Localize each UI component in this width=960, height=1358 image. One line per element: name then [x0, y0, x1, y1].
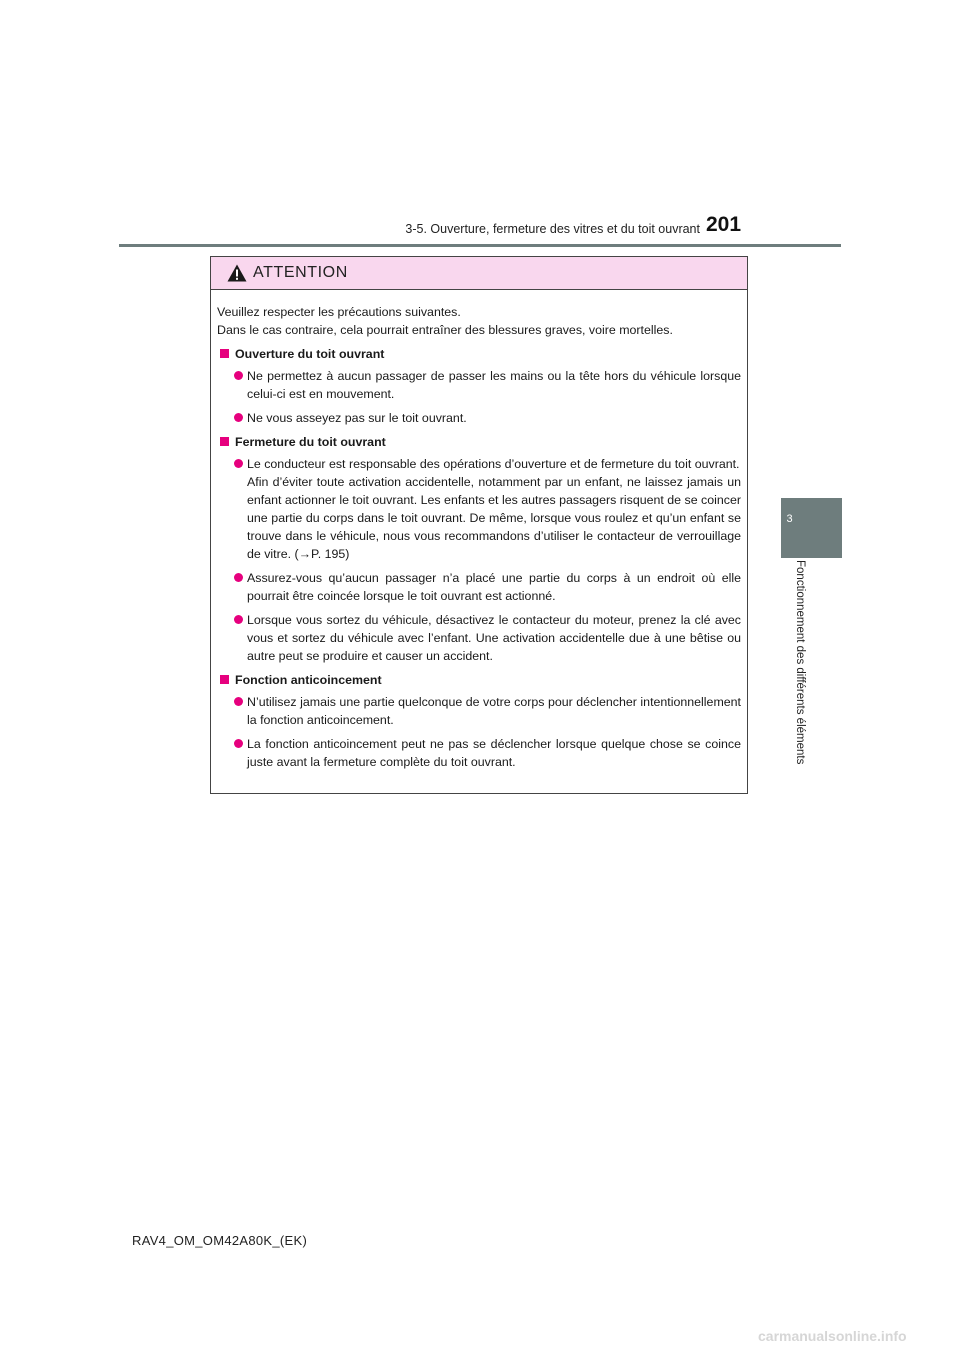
warning-triangle-icon: [227, 264, 247, 282]
bullet-dot-icon: [234, 413, 243, 422]
list-item: [217, 455, 741, 563]
attention-header: [211, 257, 747, 290]
list-item-text: Afin d’éviter toute activation accidentelle, notamment par un enfant, ne laissez jamais un enfant actionner le toit ouvrant. Les enfants et les autres passagers risquent de se coincer une partie du corps dans le toit ouvrant. De même, lorsque vous roulez et qu’un enfant se trouve dans le véhicule, nous vous recommandons d’utiliser le contacteur de verrouillage de vitre. (→P. 195): [247, 475, 741, 561]
square-bullet-icon: [220, 675, 229, 684]
attention-body: [211, 290, 747, 771]
list-item-text: Ne permettez à aucun passager de passer les mains ou la tête hors du véhicule lorsque celui-ci est en mouvement.: [247, 369, 741, 401]
attention-title: ATTENTION: [253, 264, 348, 281]
intro-line: Veuillez respecter les précautions suivantes.: [217, 305, 461, 319]
bullet-dot-icon: [234, 459, 243, 468]
section-title: 3-5. Ouverture, fermeture des vitres et du toit ouvrant: [405, 222, 700, 236]
attention-box: [210, 256, 748, 794]
list-item: [217, 569, 741, 605]
chapter-tab: [781, 498, 842, 558]
page-number: 201: [706, 213, 742, 236]
section-heading: [217, 433, 741, 451]
list-item-text: La fonction anticoincement peut ne pas se déclencher lorsque quelque chose se coince juste avant la fermeture complète du toit ouvrant.: [247, 737, 741, 769]
list-item: [217, 611, 741, 665]
square-bullet-icon: [220, 437, 229, 446]
list-item-text: Assurez-vous qu’aucun passager n’a placé une partie du corps à un endroit où elle pourrait être coincée lorsque le toit ouvrant est actionné.: [247, 571, 741, 603]
section-heading: [217, 345, 741, 363]
section-heading-text: Fermeture du toit ouvrant: [235, 435, 386, 449]
list-item-text: Lorsque vous sortez du véhicule, désactivez le contacteur du moteur, prenez la clé avec vous et sortez du véhicule avec l’enfant. Une activation accidentelle due à une bêtise ou autre peut se produire et causer un accident.: [247, 613, 741, 663]
section-heading: [217, 671, 741, 689]
list-item: [217, 693, 741, 729]
list-item-text: N’utilisez jamais une partie quelconque de votre corps pour déclencher intentionnellement la fonction anticoincement.: [247, 695, 741, 727]
bullet-dot-icon: [234, 739, 243, 748]
intro-line: Dans le cas contraire, cela pourrait entraîner des blessures graves, voire mortelles.: [217, 323, 673, 337]
bullet-dot-icon: [234, 697, 243, 706]
bullet-dot-icon: [234, 573, 243, 582]
list-item: [217, 367, 741, 403]
list-item: [217, 735, 741, 771]
section-heading-text: Fonction anticoincement: [235, 673, 382, 687]
bullet-dot-icon: [234, 615, 243, 624]
bullet-dot-icon: [234, 371, 243, 380]
chapter-number: 3: [786, 513, 793, 525]
square-bullet-icon: [220, 349, 229, 358]
header-divider: [119, 244, 841, 247]
document-code: RAV4_OM_OM42A80K_(EK): [132, 1233, 308, 1248]
watermark: carmanualsonline.info: [758, 1328, 907, 1344]
list-item-text: Le conducteur est responsable des opérations d’ouverture et de fermeture du toit ouvrant.: [247, 457, 740, 471]
list-item: [217, 409, 741, 427]
section-heading-text: Ouverture du toit ouvrant: [235, 347, 385, 361]
list-item-text: Ne vous asseyez pas sur le toit ouvrant.: [247, 411, 467, 425]
chapter-title: Fonctionnement des différents éléments: [794, 560, 806, 765]
